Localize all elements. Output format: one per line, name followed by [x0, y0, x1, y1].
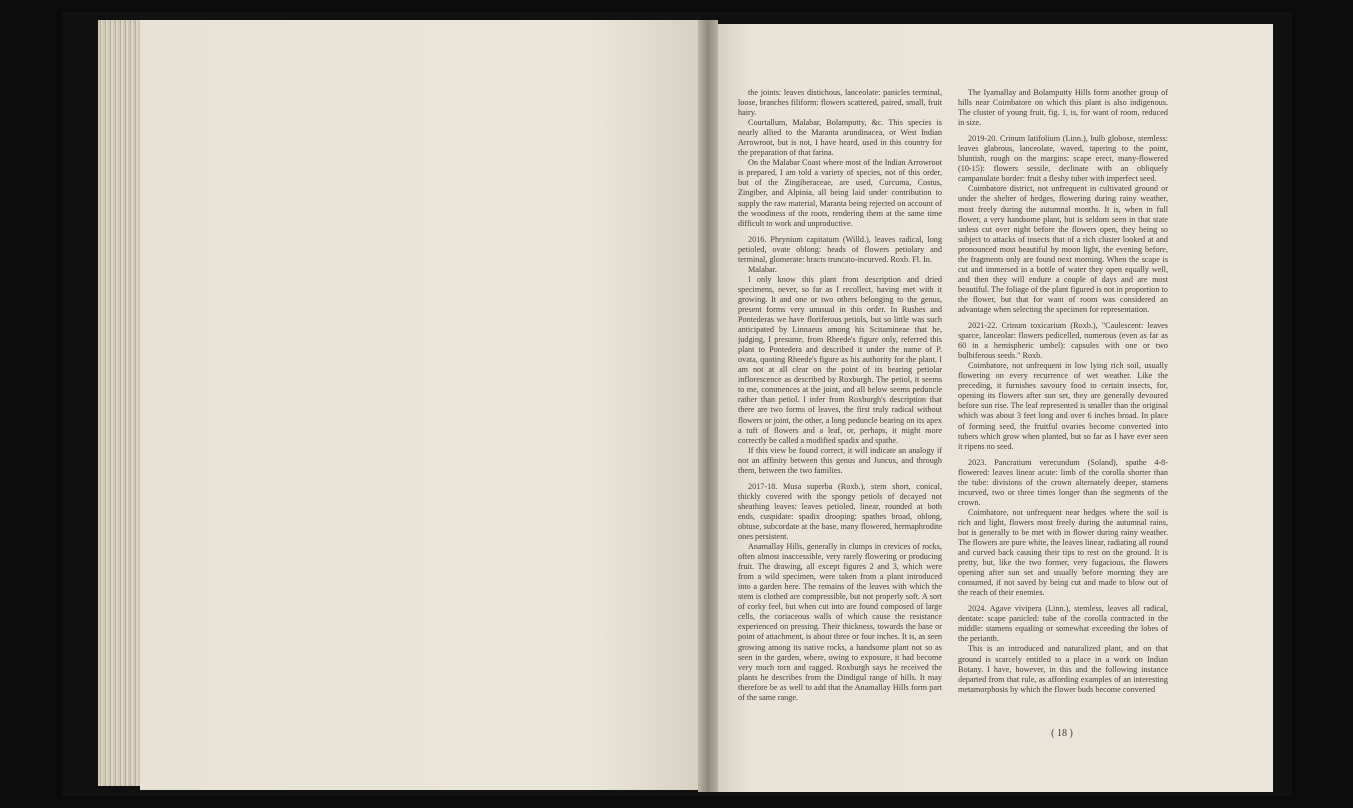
entry-2016: 2016. Phrynium capitatum (Willd.), leaves radical, long petioled, ovate oblong: heads of flowers petiolary and terminal, glomerate: bracts truncato-incurved. Roxb. Fl. In. — [738, 234, 942, 264]
paragraph: Coimbatore, not unfrequent in low lying rich soil, usually flowering on every recurrence of wet weather. Like the preceding, it furnishes savoury food to certain insects, for, opening its flowers after sun set, they are generally devoured before sun rise. The leaf represented is smaller than the original which was about 3 feet long and over 6 inches broad. In place of forming seed, the fruitful ovaries become converted into tubers which grow when planted, but so far as I have ever seen it ripens no seed. — [958, 361, 1168, 451]
paragraph: Coimbatore, not unfrequent near hedges where the soil is rich and light, flowers most freely during the autumnal rains, but is generally to be met with in flower during rainy weather. The flowers are pure white, the leaves linear, radiating all round and curved back causing their tips to rest on the ground. It is pretty, but, like the two former, very fugacious, the flowers opening after sun set and usually before morning they are consumed, if not saved by being cut and made to blow out of the reach of their enemies. — [958, 507, 1168, 598]
text-column-right — [958, 88, 1168, 726]
paragraph: If this view be found correct, it will indicate an analogy if not an affinity between this genus and Juncus, and through them, between the two families. — [738, 445, 942, 475]
left-page-blank — [140, 20, 698, 790]
entry-2021-22: 2021-22. Crinum toxicarium (Roxb.), "Caulescent: leaves sparce, lanceolar: flowers pedicelled, numerous (even as far as 60 in a hemispheric umbel): capsules with one or two bulbiferous seeds." Roxb. — [958, 321, 1168, 361]
paragraph: This is an introduced and naturalized plant, and on that ground is scarcely entitled to a place in a work on Indian Botany. I have, however, in this and the following instance departed from that rule, as affording examples of an interesting metamorphosis by which the flower buds become converted — [958, 644, 1168, 694]
paragraph: Courtallum, Malabar, Bolamputty, &c. This species is nearly allied to the Maranta arundinacea, or West Indian Arrowroot, but is not, I have heard, used in this country for the preparation of that farina. — [738, 118, 942, 158]
paragraph: I only know this plant from description and dried specimens, never, so far as I recollect, having met with it growing. It and one or two others belonging to the genus, present forms very unusual in this order. In Rushes and Pontederas we have floriferous petiols, but so little was such anticipated by Linnaeus among his Scitamineae that he, judging, I presume, from Rheede's figure only, referred this plant to Pontedera and described it under the name of P. ovata, quoting Rheede's figure as his authority for the plant. I am not at all clear on the point of its bearing petiolar inflorescence as described by Roxburgh. The petiol, it seems to me, commences at the joint, and all below seems peduncle rather than petiol. I infer from Roxburgh's description that there are two forms of leaves, the first truly radical without flowers or joint, the other, a long peduncle bearing on its apex a tuft of flowers and a leaf, or, perhaps, it might more correctly be called a modified spadix and spathe. — [738, 274, 942, 445]
entry-2019-20: 2019-20. Crinum latifolium (Linn.), bulb globose, stemless: leaves glabrous, lanceolate, waved, tapering to the point, bluntish, rough on the margins: scape erect, many-flowered (10-15): flowers sessile, declinate with an obliquely campanulate border: fruit a fleshy tuber with imperfect seed. — [958, 134, 1168, 184]
text-column-left — [738, 88, 942, 726]
paragraph: Malabar. — [748, 264, 777, 274]
paragraph: the joints: leaves distichous, lanceolate: panicles terminal, loose, branches filiform: flowers scattered, paired, small, fruit hairy. — [738, 88, 942, 118]
page-edges — [98, 20, 146, 786]
paragraph: On the Malabar Coast where most of the Indian Arrowroot is prepared, I am told a variety of species, not of this order, but of the Zingiberaceae, are used, Curcuma, Costus, Zingiber, and Alpinia, all being laid under contribution to supply the raw material, Maranta being rejected on account of the woodiness of the roots, rendering them at the same time difficult to work and unproductive. — [738, 158, 942, 228]
entry-2017-18: 2017-18. Musa superba (Roxb.), stem short, conical, thickly covered with the spongy petiols of decayed not sheathing leaves: leaves petioled, linear, rounded at both ends, cuspidate: spadix drooping: spathes broad, oblong, obtuse, subcordate at the base, many flowered, hermaphrodite ones persistent. — [738, 481, 942, 542]
paragraph: Coimbatore district, not unfrequent in cultivated ground or under the shelter of hedges, flowering during rainy weather, most freely during the autumnal months. It is, when in full flower, a very handsome plant, but is seldom seen in that state unless cut over night before the flowers open, they being so subject to attacks of insects that of a rich cluster looked at and pronounced most beautiful by moon light, the evening before, the fragments only are found next morning. When the scape is cut and immersed in a bottle of water they open equally well, and then they will endure a couple of days and are most beautiful. The foliage of the plant figured is not in proportion to the flower, but that for want of room was considered an advantage when selecting the specimen for representation. — [958, 184, 1168, 314]
book-gutter — [698, 20, 718, 792]
paragraph: Anamallay Hills, generally in clumps in crevices of rocks, often almost inaccessible, very rarely flowering or producing fruit. The drawing, all except figures 2 and 3, which were from a wild specimen, were taken from a plant introduced into a garden here. The remains of the leaves with which the stem is clothed are compressible, but not properly soft. A sort of corky feel, but when cut into are found composed of large cells, the coriaceous walls of which cause the resistance experienced on pressing. Their thickness, towards the base or point of attachment, is about three or four inches. It is, as seen growing among its native rocks, a handsome plant not so as seen in the garden, where, owing to exposure, it had become very much torn and ragged. Roxburgh says he received the plants he describes from the Dindigul range of hills. It may therefore be as well to add that the Anamallay Hills form part of the same range. — [738, 542, 942, 702]
entry-2023: 2023. Pancratium verecundum (Soland), spathe 4-8-flowered: leaves linear acute: limb of the corolla shorter than the tube: divisions of the crown alternately deeper, stamens incurved, two or three times longer than the segments of the crown. — [958, 457, 1168, 507]
paragraph: The Iyamallay and Bolamputty Hills form another group of hills near Coimbatore on which this plant is also indigenous. The cluster of young fruit, fig. 1, is, for want of room, reduced in size. — [958, 88, 1168, 128]
entry-2024: 2024. Agave vivipera (Linn.), stemless, leaves all radical, dentate: scape panicled: tube of the corolla contracted in the middle: stamens equaling or somewhat exceeding the lobes of the perianth. — [958, 604, 1168, 644]
page-number: ( 18 ) — [1051, 728, 1073, 739]
